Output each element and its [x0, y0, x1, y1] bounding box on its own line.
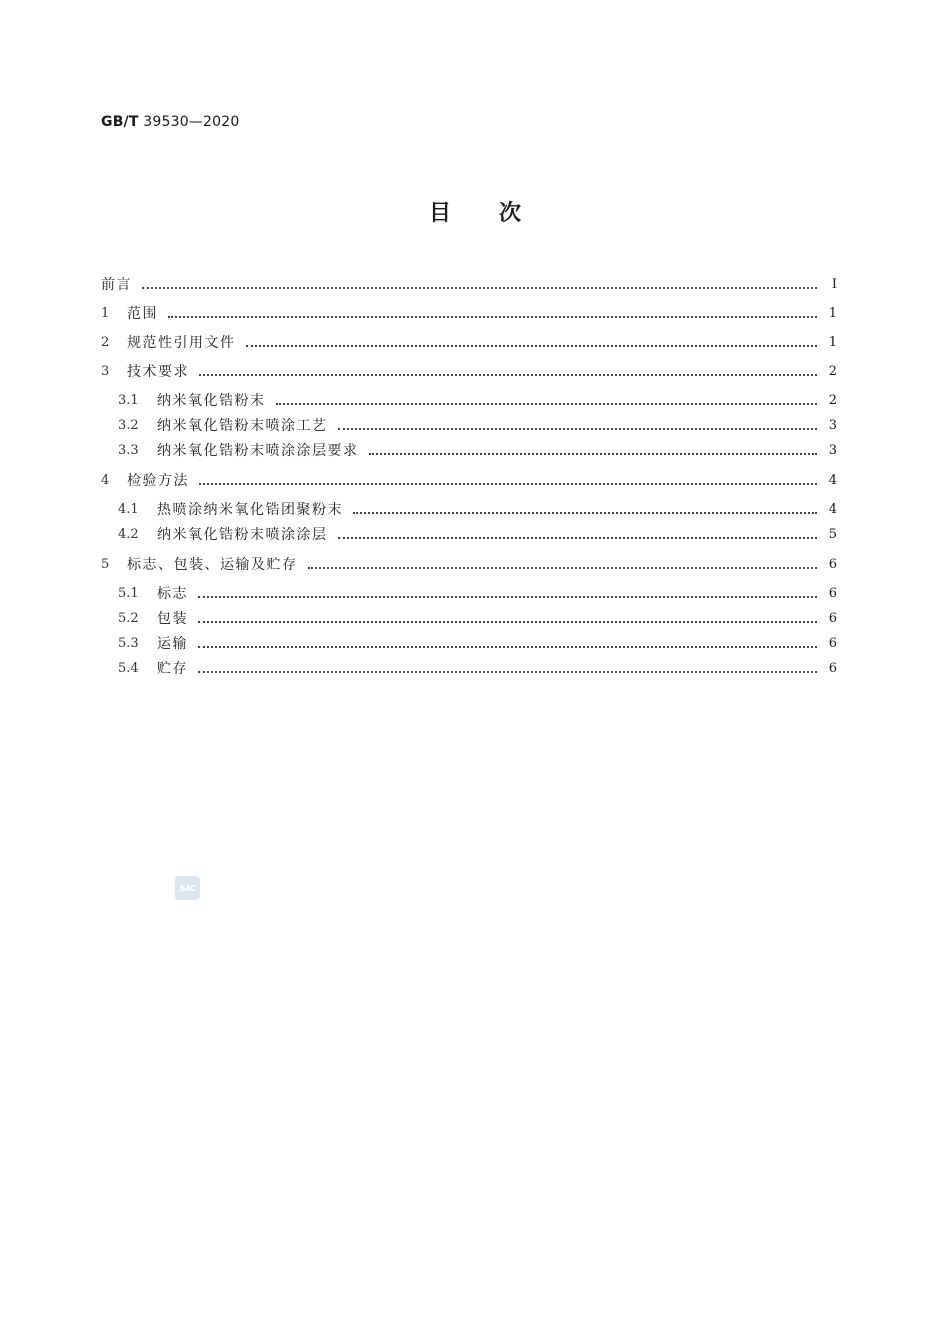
toc-entry-3-3[interactable] — [101, 438, 837, 462]
toc-page-number: 6 — [828, 556, 837, 572]
toc-entry-label: 技术要求 — [127, 364, 189, 380]
toc-leader-dots — [198, 595, 817, 598]
watermark-text: SAC — [179, 883, 196, 893]
toc-page-number: 6 — [828, 660, 837, 676]
toc-entry-4-2[interactable] — [101, 522, 837, 546]
toc-entry-label: 标志 — [157, 586, 188, 602]
toc-entry-number: 3.2 — [118, 417, 139, 433]
toc-leader-dots — [142, 286, 817, 289]
toc-page-number: 4 — [828, 472, 837, 488]
toc-page-number: 3 — [828, 417, 837, 433]
toc-page-number: 6 — [828, 585, 837, 601]
toc-page-number: 3 — [828, 442, 837, 458]
toc-entry-label: 纳米氧化锆粉末 — [157, 393, 266, 409]
toc-entry-label: 检验方法 — [127, 473, 189, 489]
sac-logo-icon — [175, 876, 200, 900]
toc-entry-3[interactable] — [101, 359, 837, 383]
toc-entry-label: 纳米氧化锆粉末喷涂工艺 — [157, 418, 328, 434]
toc-leader-dots — [198, 620, 817, 623]
toc-entry-4[interactable] — [101, 468, 837, 492]
toc-entry-label: 包装 — [157, 611, 188, 627]
toc-entry-number: 5.3 — [118, 635, 139, 651]
toc-entry-5-1[interactable] — [101, 581, 837, 605]
toc-entry-5-4[interactable] — [101, 656, 837, 680]
toc-entry-label: 纳米氧化锆粉末喷涂涂层 — [157, 527, 328, 543]
toc-leader-dots — [338, 536, 818, 539]
toc-entry-label: 标志、包装、运输及贮存 — [127, 557, 298, 573]
toc-leader-dots — [198, 645, 817, 648]
toc-leader-dots — [276, 402, 818, 405]
toc-entry-number: 4 — [101, 472, 110, 488]
toc-leader-dots — [168, 315, 817, 318]
toc-page-number: 1 — [828, 305, 837, 321]
toc-page-number: 6 — [828, 635, 837, 651]
toc-page-number: 4 — [828, 501, 837, 517]
toc-entry-label: 贮存 — [157, 661, 188, 677]
standard-number: 39530—2020 — [143, 114, 240, 130]
toc-entry-number: 2 — [101, 334, 110, 350]
toc-entry-number: 3 — [101, 363, 110, 379]
standard-prefix: GB/T — [101, 114, 139, 130]
toc-entry-label: 规范性引用文件 — [127, 335, 236, 351]
toc-page-number: 1 — [828, 334, 837, 350]
toc-page-number: 5 — [828, 526, 837, 542]
toc-leader-dots — [246, 344, 818, 347]
toc-entry-5[interactable] — [101, 552, 837, 576]
page-title: 目次 — [428, 201, 569, 226]
toc-entry-5-2[interactable] — [101, 606, 837, 630]
toc-leader-dots — [198, 670, 817, 673]
toc-entry-label: 范围 — [127, 306, 158, 322]
toc-leader-dots — [353, 511, 817, 514]
toc-entry-number: 5 — [101, 556, 110, 572]
toc-entry-label: 纳米氧化锆粉末喷涂涂层要求 — [157, 443, 359, 459]
toc-entry-5-3[interactable] — [101, 631, 837, 655]
standard-code — [101, 114, 239, 130]
toc-entry-number: 5.1 — [118, 585, 139, 601]
toc-page-number: Ⅰ — [831, 276, 837, 292]
toc-leader-dots — [308, 566, 818, 569]
toc-entry-number: 5.2 — [118, 610, 139, 626]
toc-leader-dots — [199, 373, 817, 376]
toc-entry-foreword[interactable] — [101, 272, 837, 296]
toc-entry-label: 热喷涂纳米氧化锆团聚粉末 — [157, 502, 343, 518]
toc-entry-number: 5.4 — [118, 660, 139, 676]
toc-entry-number: 1 — [101, 305, 110, 321]
toc-leader-dots — [369, 452, 818, 455]
toc-entry-number: 3.1 — [118, 392, 139, 408]
toc-entry-label: 前言 — [101, 277, 132, 293]
toc-leader-dots — [338, 427, 818, 430]
toc-page-number: 2 — [828, 392, 837, 408]
toc-entry-label: 运输 — [157, 636, 188, 652]
toc-entry-number: 4.2 — [118, 526, 139, 542]
toc-entry-number: 4.1 — [118, 501, 139, 517]
toc-entry-4-1[interactable] — [101, 497, 837, 521]
toc-entry-3-1[interactable] — [101, 388, 837, 412]
toc-entry-1[interactable] — [101, 301, 837, 325]
toc-page-number: 2 — [828, 363, 837, 379]
toc-page-number: 6 — [828, 610, 837, 626]
toc-entry-2[interactable] — [101, 330, 837, 354]
toc-entry-3-2[interactable] — [101, 413, 837, 437]
toc-leader-dots — [199, 482, 817, 485]
toc-entry-number: 3.3 — [118, 442, 139, 458]
